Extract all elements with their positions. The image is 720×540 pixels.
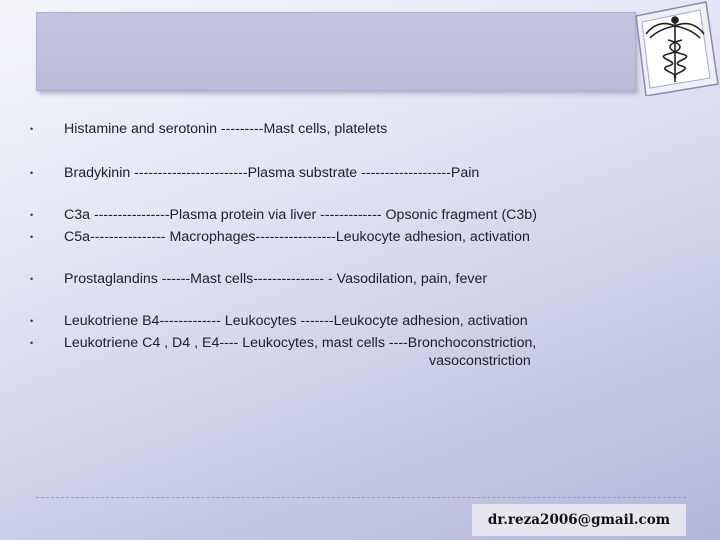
- list-item-text: C5a---------------- Macrophages-----------------Leukocyte adhesion, activation: [64, 229, 530, 245]
- list-item-text: Leukotriene C4 , D4 , E4---- Leukocytes, mast cells ----Bronchoconstriction,: [64, 335, 537, 351]
- bullet-marker: •: [30, 124, 34, 134]
- list-item-text: Leukotriene B4------------- Leukocytes -------Leukocyte adhesion, activation: [64, 313, 528, 329]
- list-item-text: Histamine and serotonin ---------Mast cells, platelets: [64, 121, 388, 137]
- slide-title-box: [36, 12, 636, 91]
- list-item-text: Bradykinin ------------------------Plasma substrate -------------------Pain: [64, 165, 480, 181]
- list-item: [30, 268, 670, 290]
- bullet-marker: •: [30, 210, 34, 220]
- list-item: [30, 162, 670, 184]
- bullet-marker: •: [30, 274, 34, 284]
- list-item: [30, 118, 670, 140]
- bullet-list: [30, 118, 670, 368]
- caduceus-icon: [628, 0, 720, 96]
- author-email: [472, 504, 686, 536]
- bullet-marker: •: [30, 316, 34, 326]
- list-item: [30, 310, 670, 332]
- list-item: [30, 226, 670, 248]
- bullet-marker: •: [30, 168, 34, 178]
- list-item-text: Prostaglandins ------Mast cells--------------- - Vasodilation, pain, fever: [64, 271, 488, 287]
- bullet-marker: •: [30, 338, 34, 348]
- list-item: [30, 332, 670, 354]
- email-text: dr.reza2006@gmail.com: [487, 512, 671, 528]
- list-item: [30, 204, 670, 226]
- bullet-marker: •: [30, 232, 34, 242]
- footer-divider: [36, 497, 686, 498]
- list-item-text: C3a ----------------Plasma protein via liver ------------- Opsonic fragment (C3b): [64, 207, 537, 223]
- list-item-continuation: vasoconstriction: [429, 353, 531, 369]
